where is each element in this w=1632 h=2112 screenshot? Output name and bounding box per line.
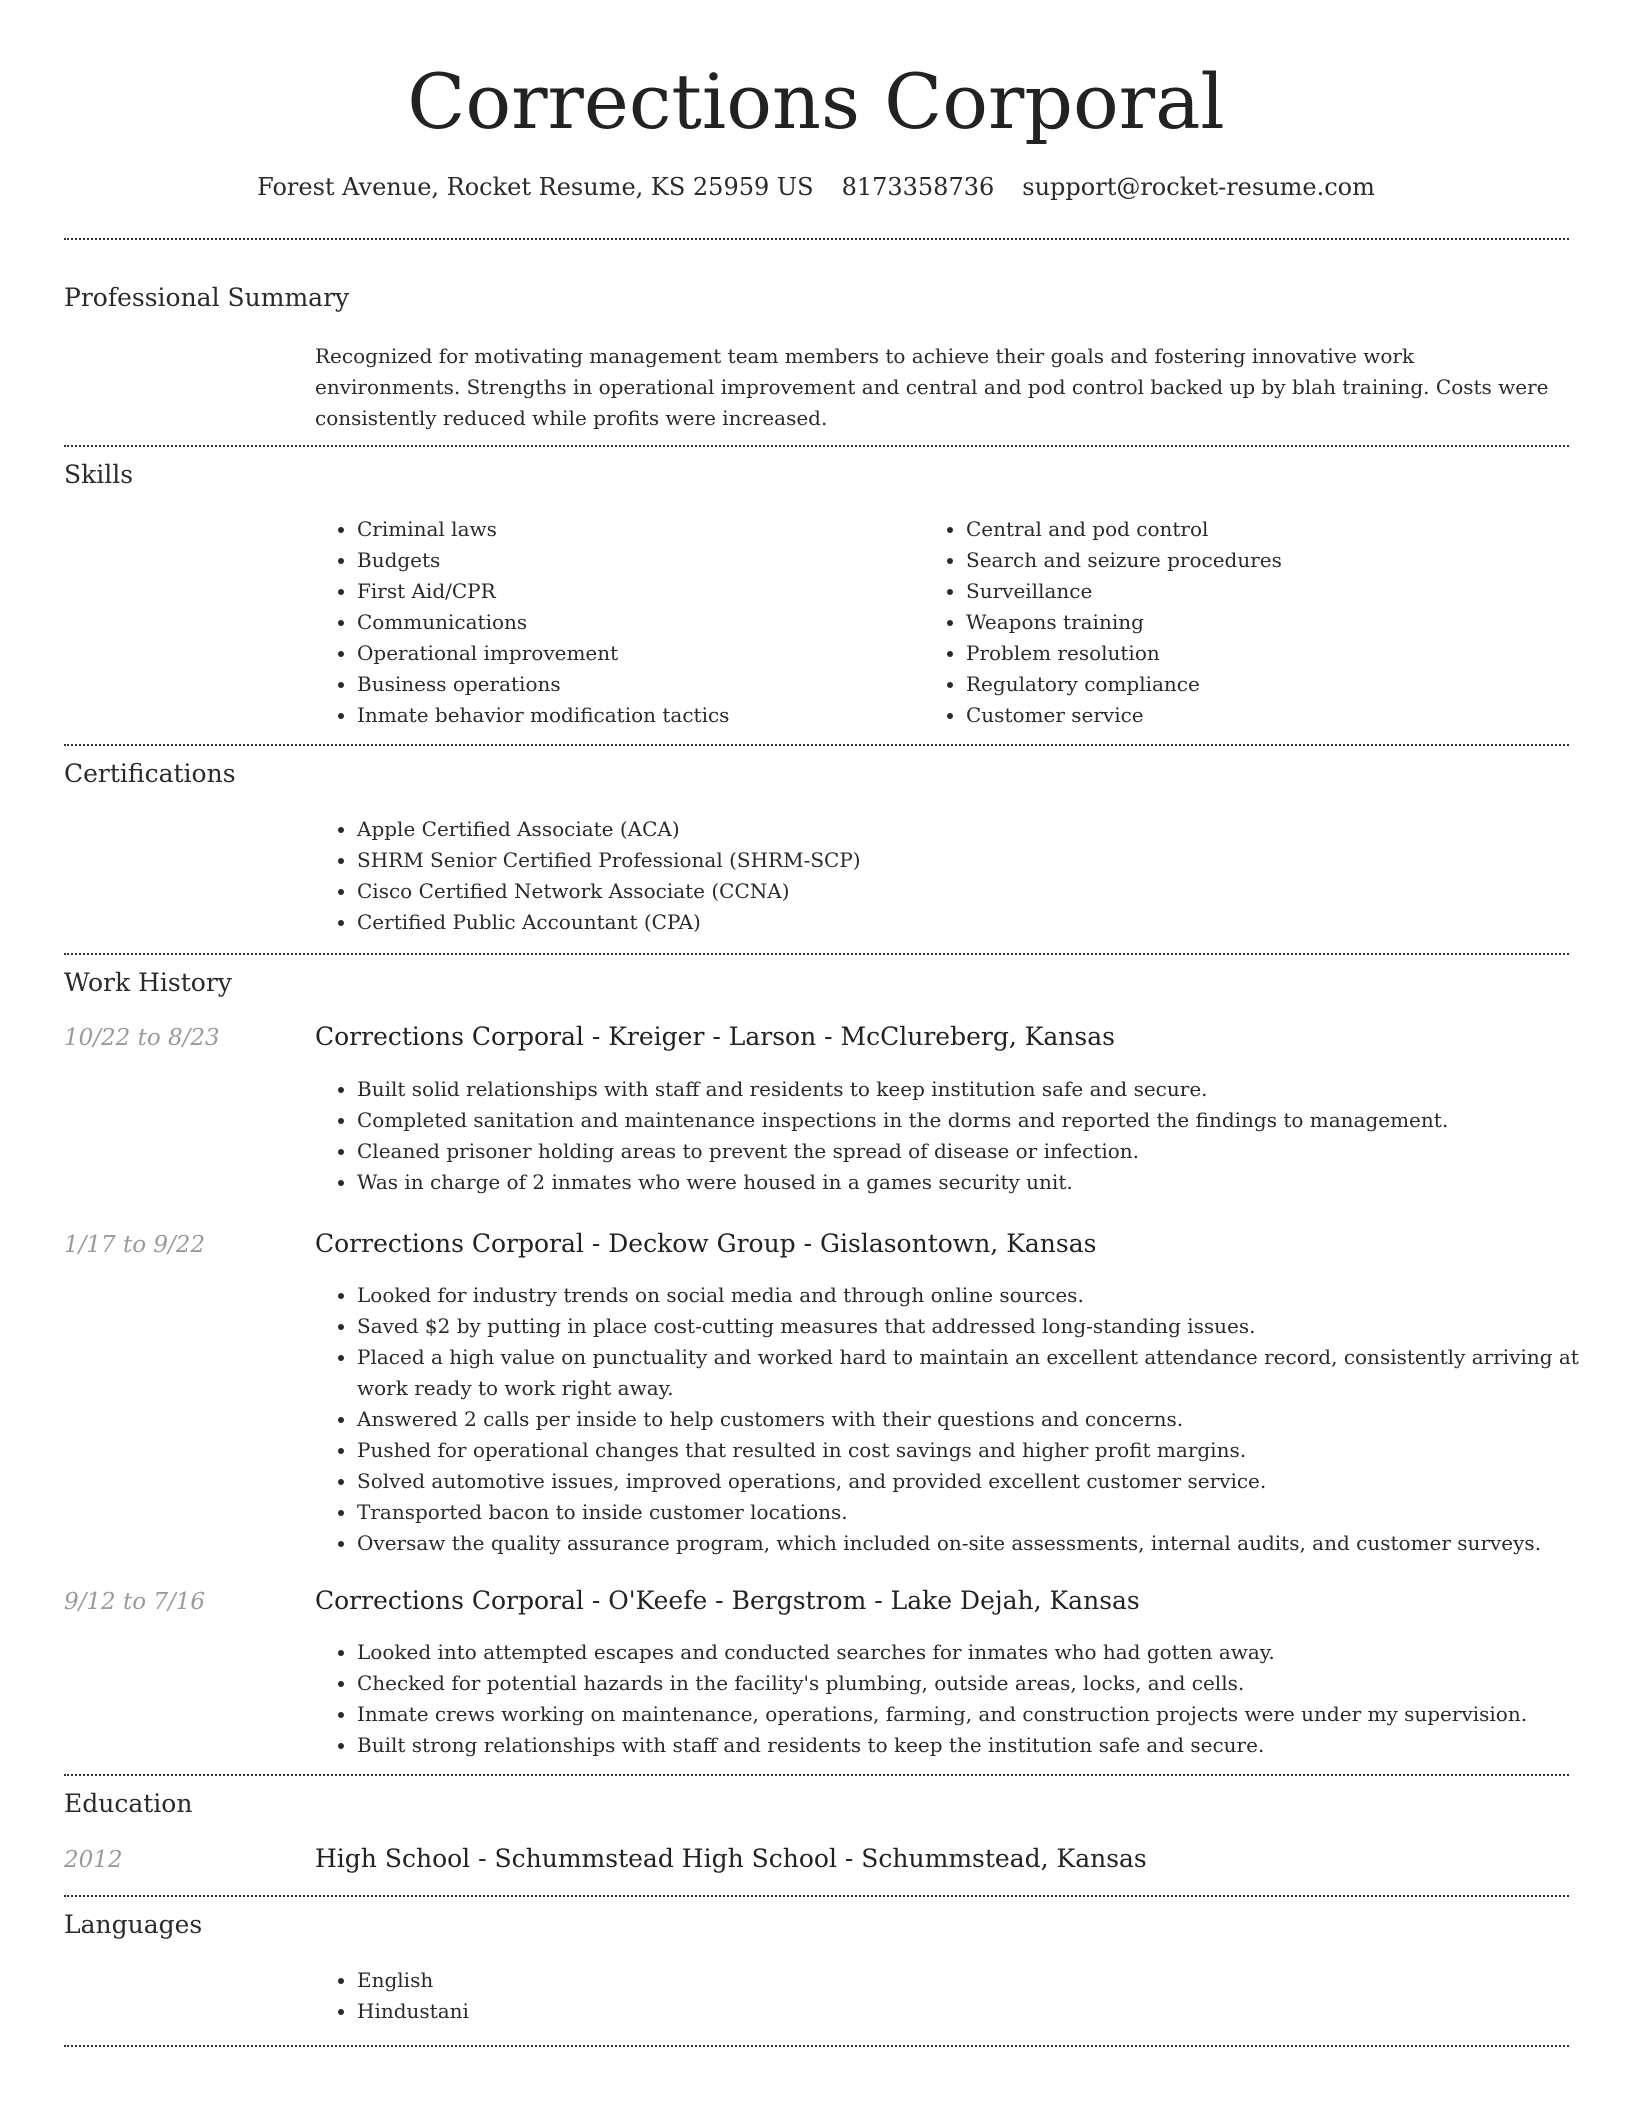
job-bullet: • Cleaned prisoner holding areas to prevent the spread of disease or infection. [357,1136,1607,1167]
certifications-list [313,814,1557,938]
job-bullet: • Was in charge of 2 inmates who were housed in a games security unit. [357,1167,1607,1198]
contact-address: Forest Avenue, Rocket Resume, KS 25959 US [257,173,814,201]
certification-item: • Apple Certified Associate (ACA) [357,814,1557,845]
certification-item: • SHRM Senior Certified Professional (SHRM-SCP) [357,845,1557,876]
languages-title: Languages [64,1910,203,1939]
job-bullet: • Built solid relationships with staff and residents to keep institution safe and secure. [357,1074,1607,1105]
skill-item: • Search and seizure procedures [966,545,1566,576]
languages-list [313,1965,957,2027]
job-bullets [313,1637,1607,1761]
skill-item: • First Aid/CPR [357,576,917,607]
job-bullet: • Pushed for operational changes that resulted in cost savings and higher profit margins. [357,1435,1607,1466]
certification-item: • Cisco Certified Network Associate (CCNA) [357,876,1557,907]
skill-item: • Inmate behavior modification tactics [357,700,917,731]
divider [64,238,1569,240]
job-bullet: • Looked into attempted escapes and conducted searches for inmates who had gotten away. [357,1637,1607,1668]
divider [64,744,1569,746]
divider [64,2045,1569,2047]
skills-title: Skills [64,460,134,489]
job-bullet: • Transported bacon to inside customer locations. [357,1497,1607,1528]
job-bullet: • Looked for industry trends on social media and through online sources. [357,1280,1607,1311]
skill-item: • Surveillance [966,576,1566,607]
skill-item: • Budgets [357,545,917,576]
job-bullet: • Built strong relationships with staff and residents to keep the institution safe and secure. [357,1730,1607,1761]
job-bullets [313,1074,1607,1198]
resume-name: Corrections Corporal [407,57,1225,146]
job-bullet: • Completed sanitation and maintenance inspections in the dorms and reported the findings to management. [357,1105,1607,1136]
language-item: • Hindustani [357,1996,957,2027]
job-bullet: • Oversaw the quality assurance program, which included on-site assessments, internal audits, and customer surveys. [357,1528,1607,1559]
job-dates: 1/17 to 9/22 [64,1232,206,1258]
divider [64,953,1569,955]
education-year: 2012 [64,1847,123,1873]
summary-text: Recognized for motivating management team members to achieve their goals and fostering innovative work environments. Strengths in operational improvement and central and pod control backed up by blah training. Costs were consistently reduced while profits were increased. [315,344,1549,430]
language-item: • English [357,1965,957,1996]
job-heading: Corrections Corporal - O'Keefe - Bergstrom - Lake Dejah, Kansas [315,1586,1140,1615]
work-history-title: Work History [64,968,232,997]
skill-item: • Customer service [966,700,1566,731]
divider [64,1774,1569,1776]
contact-email: support@rocket-resume.com [1022,173,1375,201]
skills-list-left [313,514,917,731]
job-bullet: • Solved automotive issues, improved operations, and provided excellent customer service. [357,1466,1607,1497]
job-bullet: • Saved $2 by putting in place cost-cutting measures that addressed long-standing issues. [357,1311,1607,1342]
job-dates: 10/22 to 8/23 [64,1025,220,1051]
education-heading: High School - Schummstead High School - Schummstead, Kansas [315,1844,1147,1873]
job-bullet: • Inmate crews working on maintenance, operations, farming, and construction projects were under my supervision. [357,1699,1607,1730]
summary-title: Professional Summary [64,283,350,312]
certifications-title: Certifications [64,759,236,788]
skill-item: • Central and pod control [966,514,1566,545]
contact-line [0,170,1632,204]
job-heading: Corrections Corporal - Deckow Group - Gislasontown, Kansas [315,1229,1097,1258]
skill-item: • Communications [357,607,917,638]
certification-item: • Certified Public Accountant (CPA) [357,907,1557,938]
divider [64,1895,1569,1897]
contact-phone: 8173358736 [841,173,995,201]
skill-item: • Criminal laws [357,514,917,545]
education-title: Education [64,1789,193,1818]
divider [64,445,1569,447]
skill-item: • Regulatory compliance [966,669,1566,700]
job-bullet: • Placed a high value on punctuality and worked hard to maintain an excellent attendance record, consistently arriving at work ready to work right away. [357,1342,1607,1404]
job-bullet: • Checked for potential hazards in the facility's plumbing, outside areas, locks, and cells. [357,1668,1607,1699]
skill-item: • Business operations [357,669,917,700]
job-bullet: • Answered 2 calls per inside to help customers with their questions and concerns. [357,1404,1607,1435]
skill-item: • Weapons training [966,607,1566,638]
job-heading: Corrections Corporal - Kreiger - Larson - McClureberg, Kansas [315,1022,1115,1051]
skill-item: • Problem resolution [966,638,1566,669]
job-dates: 9/12 to 7/16 [64,1589,206,1615]
skill-item: • Operational improvement [357,638,917,669]
skills-list-right [922,514,1566,731]
job-bullets [313,1280,1607,1559]
